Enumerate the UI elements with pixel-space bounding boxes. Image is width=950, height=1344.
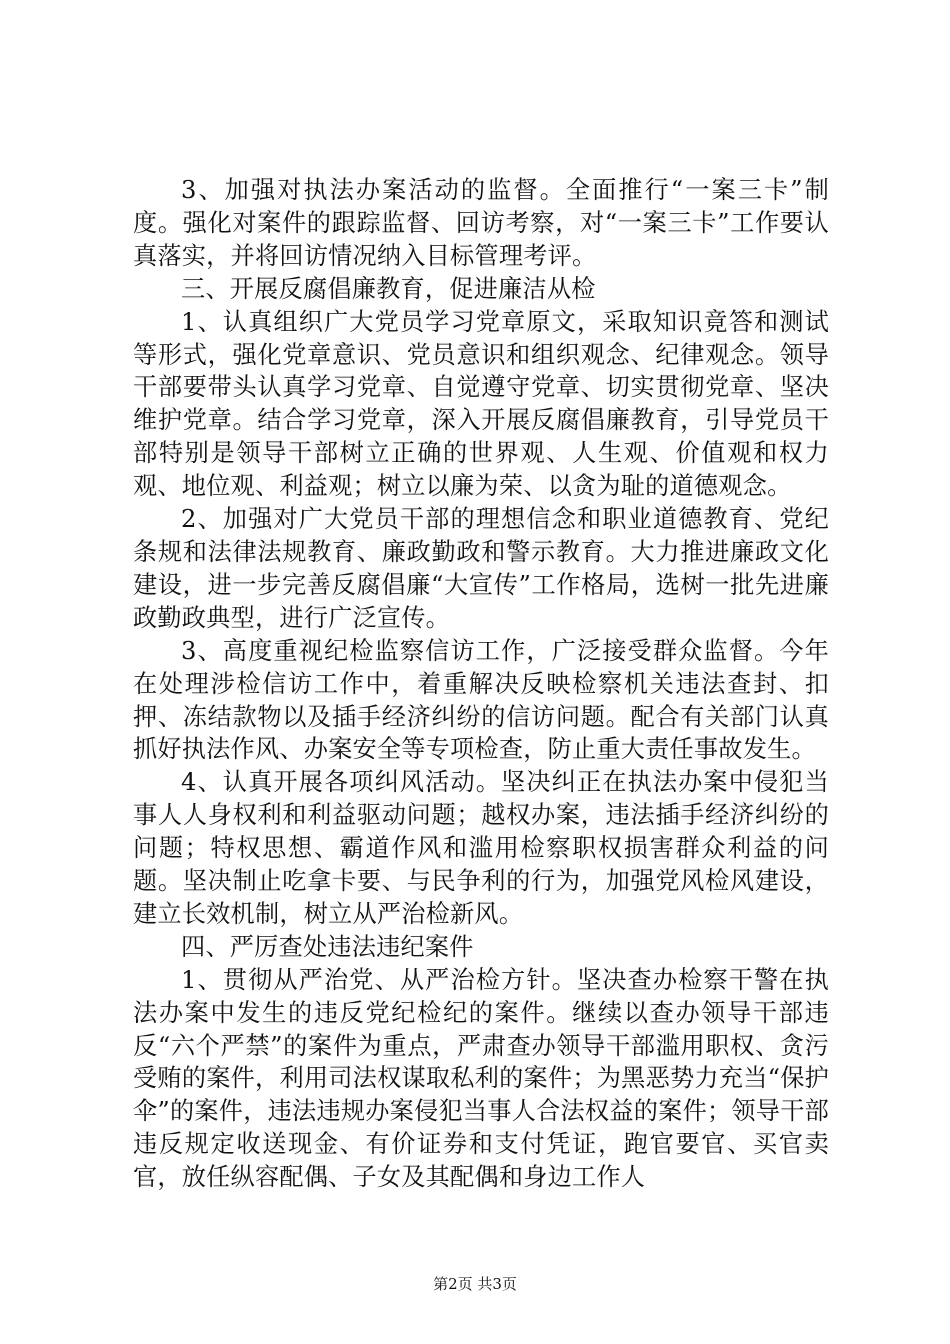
document-body — [133, 174, 829, 1194]
heading-investigate-cases: 四、严厉查处违法违纪案件 — [181, 932, 474, 961]
paragraph-rectification: 4、认真开展各项纠风活动。坚决纠正在执法办案中侵犯当事人人身权利和利益驱动问题；越权办案，违法插手经济纠纷的问题；特权思想、霸道作风和滥用检察职权损害群众利益的问题。坚决制止吃拿卡要、与民争利的行为，加强党风检风建设，建立长效机制，树立从严治检新风。 — [133, 768, 829, 928]
heading-anti-corruption-education: 三、开展反腐倡廉教育，促进廉洁从检 — [181, 274, 596, 303]
paragraph-supervision: 3、加强对执法办案活动的监督。全面推行“一案三卡”制度。强化对案件的跟踪监督、回访考察，对“一案三卡”工作要认真落实，并将回访情况纳入目标管理考评。 — [133, 176, 829, 270]
paragraph-petitions: 3、高度重视纪检监察信访工作，广泛接受群众监督。今年在处理涉检信访工作中，着重解决反映检察机关违法查封、扣押、冻结款物以及插手经济纠纷的信访问题。配合有关部门认真抓好执法作风、办案安全等专项检查，防止重大责任事故发生。 — [133, 636, 829, 764]
paragraph-ethics-education: 2、加强对广大党员干部的理想信念和职业道德教育、党纪条规和法律法规教育、廉政勤政和警示教育。大力推进廉政文化建设，进一步完善反腐倡廉“大宣传”工作格局，选树一批先进廉政勤政典型，进行广泛宣传。 — [133, 505, 829, 632]
paragraph-party-constitution: 1、认真组织广大党员学习党章原文，采取知识竟答和测试等形式，强化党章意识、党员意识和组织观念、纪律观念。领导干部要带头认真学习党章、自觉遵守党章、切实贯彻党章、坚决维护党章。结合学习党章，深入开展反腐倡廉教育，引导党员干部特别是领导干部树立正确的世界观、人生观、价值观和权力观、地位观、利益观；树立以廉为荣、以贪为耻的道德观念。 — [133, 307, 829, 501]
paragraph-strict-governance: 1、贯彻从严治党、从严治检方针。坚决查办检察干警在执法办案中发生的违反党纪检纪的案件。继续以查办领导干部违反“六个严禁”的案件为重点，严肃查办领导干部滥用职权、贪污受贿的案件，利用司法权谋取私利的案件；为黑恶势力充当“保护伞”的案件，违法违规办案侵犯当事人合法权益的案件；领导干部违反规定收送现金、有价证券和支付凭证，跑官要官、买官卖官，放任纵容配偶、子女及其配偶和身边工作人 — [133, 965, 829, 1192]
page-footer: 第2页 共3页 — [433, 1275, 517, 1293]
